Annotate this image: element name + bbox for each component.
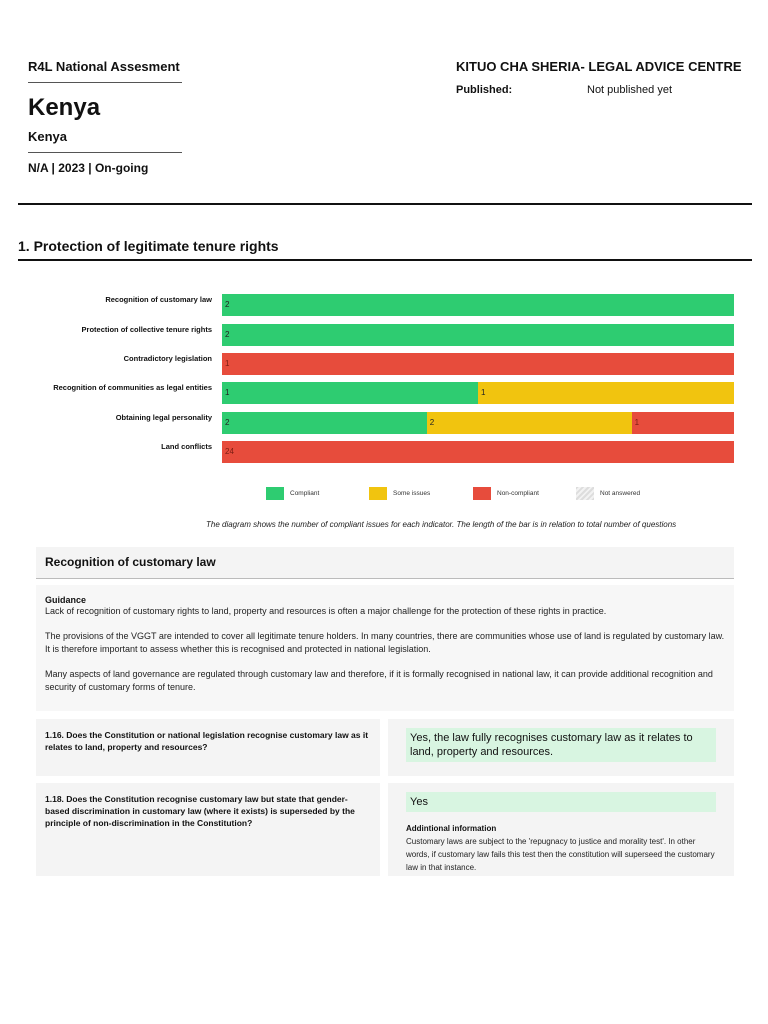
chart-category-label: Recognition of customary law bbox=[105, 295, 212, 304]
published-value: Not published yet bbox=[587, 84, 672, 96]
chart-caption: The diagram shows the number of compliant issues for each indicator. The length of the bar is in relation to total number of questions bbox=[206, 520, 677, 529]
guidance-paragraph: Many aspects of land governance are regulated through customary law and therefore, if it is formally recognised in national law, it can provide additional recognition and security of customary forms of tenure. bbox=[45, 669, 713, 692]
answer-box bbox=[388, 719, 734, 776]
guidance-paragraph: The provisions of the VGGT are intended to cover all legitimate tenure holders. In many countries, there are communities whose use of land is regulated by customary law. It is therefore important to assess whether this is recognised and protected in national legislation. bbox=[45, 631, 725, 654]
bar-value-label: 1 bbox=[634, 418, 640, 427]
legend-label: Some issues bbox=[393, 490, 431, 497]
legend-swatch-non-compliant bbox=[473, 487, 491, 500]
guidance-box bbox=[36, 585, 734, 711]
divider bbox=[28, 82, 182, 83]
published-label: Published: bbox=[456, 84, 513, 96]
guidance-paragraph: Lack of recognition of customary rights to land, property and resources is often a major challenge for the protection of these rights in practice. bbox=[45, 606, 607, 616]
chart-category-label: Recognition of communities as legal entities bbox=[53, 383, 212, 392]
section-title: 1. Protection of legitimate tenure rights bbox=[18, 238, 279, 254]
bar-segment-non-compliant bbox=[222, 441, 734, 463]
chart-row bbox=[0, 412, 768, 434]
bar-track bbox=[222, 412, 734, 434]
legend-label: Compliant bbox=[290, 490, 320, 497]
bar-value-label: 1 bbox=[225, 388, 230, 397]
bar-value-label: 2 bbox=[225, 418, 230, 427]
legend-swatch-compliant bbox=[266, 487, 284, 500]
chart-legend bbox=[0, 487, 768, 501]
chart-category-label: Land conflicts bbox=[161, 442, 212, 451]
bar-segment-non-compliant bbox=[632, 412, 734, 434]
bar-value-label: 2 bbox=[225, 330, 230, 339]
chart-row bbox=[0, 441, 768, 463]
indicator-chart bbox=[0, 288, 768, 488]
answer-value: Yes bbox=[406, 792, 716, 812]
bar-value-label: 2 bbox=[429, 418, 435, 427]
legend-item-non-compliant bbox=[473, 487, 539, 500]
bar-track bbox=[222, 382, 734, 404]
card-header bbox=[36, 547, 734, 579]
answer-box bbox=[388, 783, 734, 876]
bar-segment-compliant bbox=[222, 412, 427, 434]
bar-track bbox=[222, 324, 734, 346]
header-right bbox=[456, 58, 756, 98]
guidance-heading: Guidance bbox=[45, 595, 87, 605]
bar-segment-compliant bbox=[222, 382, 478, 404]
published-row bbox=[456, 84, 756, 98]
legend-item-some-issues bbox=[369, 487, 430, 500]
page-title: Kenya bbox=[28, 94, 101, 121]
section-divider bbox=[18, 259, 752, 261]
assessment-meta: N/A | 2023 | On-going bbox=[28, 161, 149, 175]
chart-row bbox=[0, 294, 768, 316]
bar-value-label: 24 bbox=[225, 447, 234, 456]
chart-row bbox=[0, 324, 768, 346]
legend-swatch-some-issues bbox=[369, 487, 387, 500]
legend-label: Not answered bbox=[600, 490, 641, 497]
organization-name: KITUO CHA SHERIA- LEGAL ADVICE CENTRE bbox=[456, 59, 742, 74]
answer-value: Yes, the law fully recognises customary law as it relates to land, property and resources. bbox=[406, 728, 716, 762]
chart-category-label: Obtaining legal personality bbox=[115, 413, 212, 422]
question-box bbox=[36, 719, 380, 776]
chart-category-label: Contradictory legislation bbox=[123, 354, 212, 363]
bar-segment-some-issues bbox=[427, 412, 632, 434]
legend-swatch-not-answered bbox=[576, 487, 594, 500]
additional-info-text: Customary laws are subject to the 'repugnacy to justice and morality test'. In other words, if customary law fails this test then the constitution will superseed the customary law in that instance. bbox=[406, 837, 715, 872]
bar-value-label: 1 bbox=[225, 359, 230, 368]
bar-segment-non-compliant bbox=[222, 353, 734, 375]
bar-value-label: 2 bbox=[225, 300, 230, 309]
header-left bbox=[28, 58, 182, 175]
legend-label: Non-compliant bbox=[497, 490, 539, 497]
country-subtitle: Kenya bbox=[28, 129, 68, 144]
assessment-title: R4L National Assesment bbox=[28, 59, 180, 74]
legend-item-not-answered bbox=[576, 487, 640, 500]
card-title: Recognition of customary law bbox=[45, 555, 216, 569]
bar-segment-some-issues bbox=[478, 382, 734, 404]
bar-track bbox=[222, 294, 734, 316]
chart-row bbox=[0, 382, 768, 404]
chart-row bbox=[0, 353, 768, 375]
bar-track bbox=[222, 353, 734, 375]
divider bbox=[28, 152, 182, 153]
bar-segment-compliant bbox=[222, 294, 734, 316]
bar-value-label: 1 bbox=[481, 388, 486, 397]
bar-segment-compliant bbox=[222, 324, 734, 346]
question-text: 1.18. Does the Constitution recognise customary law but state that gender-based discrimination in customary law (where it exists) is superseded by the principle of non-discrimination in the Constitution? bbox=[45, 794, 355, 828]
legend-item-compliant bbox=[266, 487, 319, 500]
bar-track bbox=[222, 441, 734, 463]
header-divider bbox=[18, 203, 752, 205]
additional-info-heading: Addintional information bbox=[406, 824, 497, 833]
chart-category-label: Protection of collective tenure rights bbox=[81, 325, 212, 334]
question-box bbox=[36, 783, 380, 876]
question-text: 1.16. Does the Constitution or national legislation recognise customary law as it relates to land, property and resources? bbox=[45, 730, 369, 752]
